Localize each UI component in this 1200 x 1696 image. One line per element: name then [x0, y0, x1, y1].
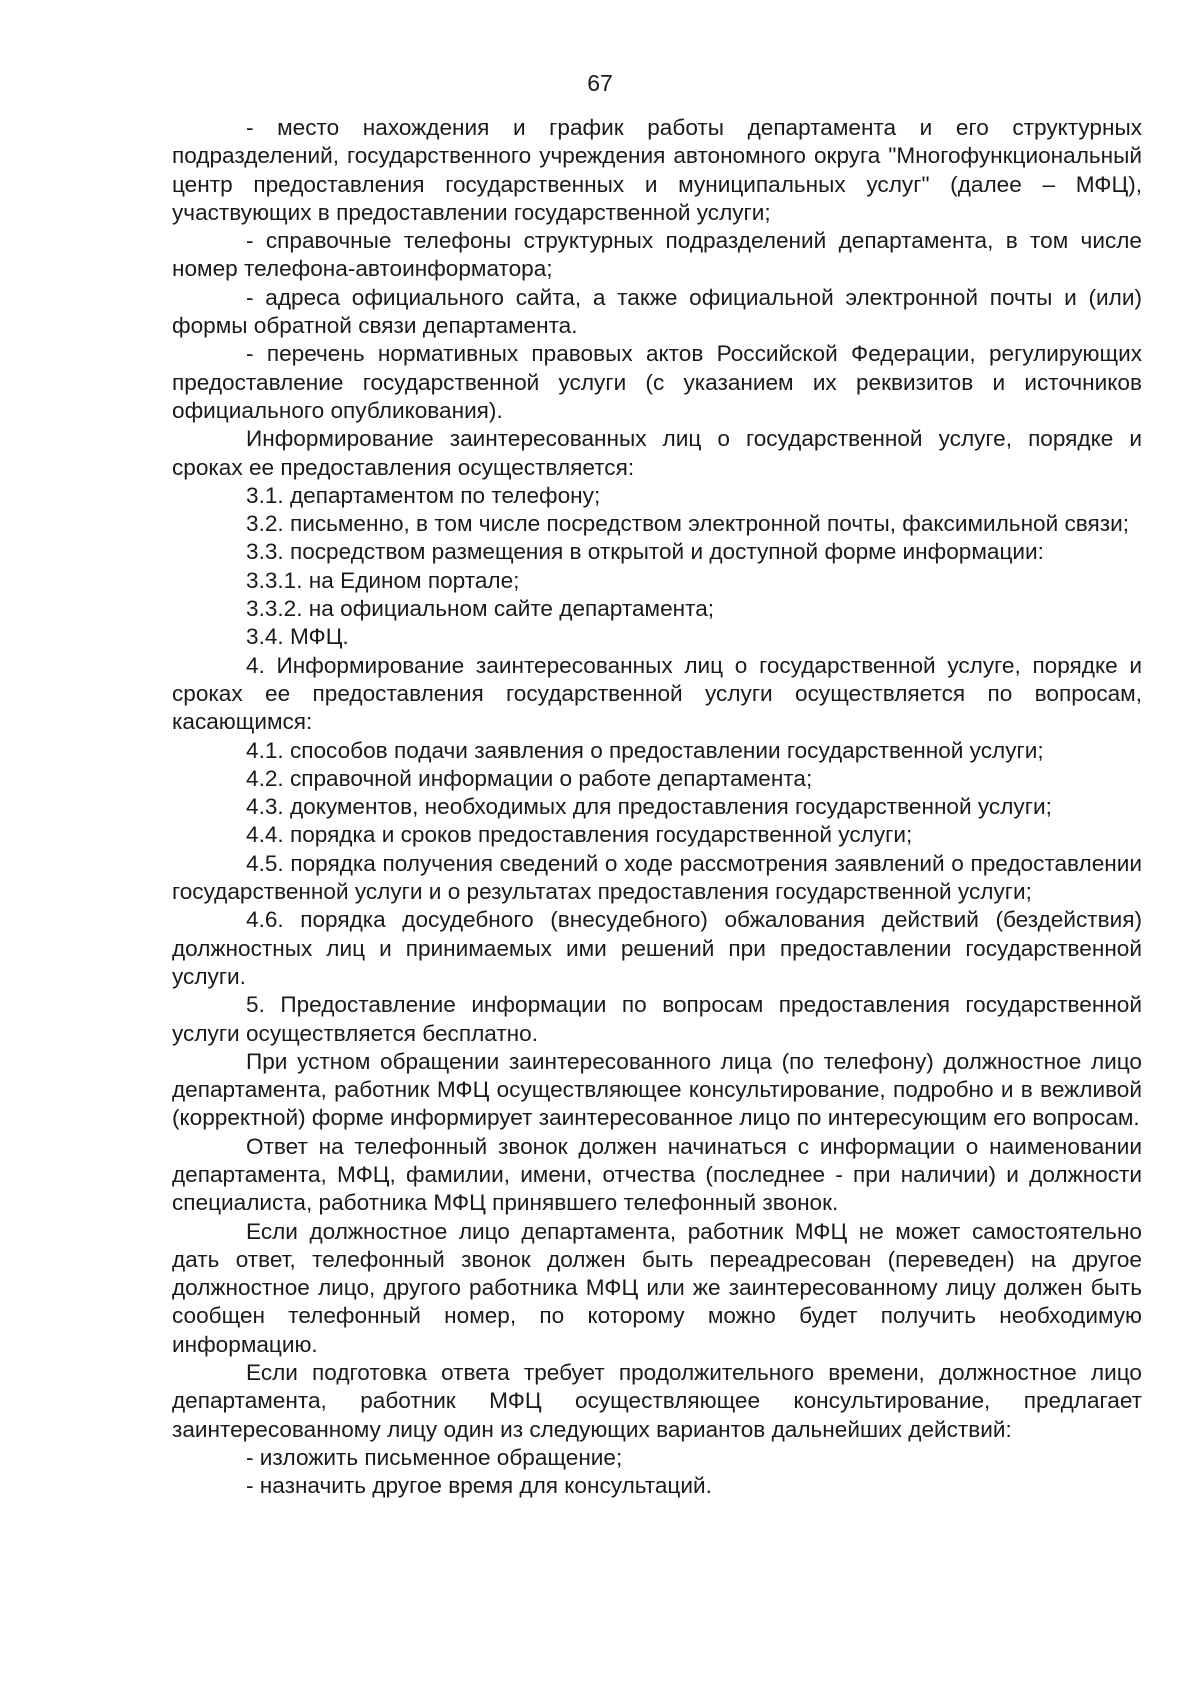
paragraph: Если подготовка ответа требует продолжительного времени, должностное лицо департамента, работник МФЦ осуществляющее консультирование, предлагает заинтересованному лицу один из следующих вариантов дальнейших действий: [172, 1360, 1142, 1442]
paragraph: При устном обращении заинтересованного лица (по телефону) должностное лицо департамента, работник МФЦ осуществляющее консультирование, подробно и в вежливой (корректной) форме информирует заинтересованное лицо по интересующим его вопросам. [172, 1048, 1142, 1131]
list-item: 3.4. МФЦ. [246, 624, 349, 650]
list-item: 4.1. способов подачи заявления о предоставлении государственной услуги; [246, 737, 1044, 763]
paragraph: - перечень нормативных правовых актов Российской Федерации, регулирующих предоставление государственной услуги (с указанием их реквизитов и источников официального опубликования). [172, 341, 1142, 423]
list-item: 4.2. справочной информации о работе департамента; [246, 765, 813, 791]
list-item: 3.3. посредством размещения в открытой и доступной форме информации: [246, 539, 1044, 565]
paragraph: 4. Информирование заинтересованных лиц о государственной услуге, порядке и сроках ее предоставления государственной услуги осуществляется по вопросам, касающимся: [172, 652, 1142, 735]
list-item: 3.3.2. на официальном сайте департамента; [246, 596, 715, 622]
paragraph: 5. Предоставление информации по вопросам предоставления государственной услуги осуществляется бесплатно. [172, 992, 1142, 1046]
list-item: 3.3.1. на Едином портале; [246, 567, 520, 593]
paragraph: - адреса официального сайта, а также официальной электронной почты и (или) формы обратной связи департамента. [172, 284, 1142, 339]
list-item: 3.1. департаментом по телефону; [246, 482, 601, 508]
paragraph: Информирование заинтересованных лиц о государственной услуге, порядке и сроках ее предоставления осуществляется: [172, 426, 1142, 480]
paragraph: Ответ на телефонный звонок должен начинаться с информации о наименовании департамента, МФЦ, фамилии, имени, отчества (последнее - при наличии) и должности специалиста, работника МФЦ принявшего телефонный звонок. [172, 1133, 1142, 1216]
list-item: 4.4. порядка и сроков предоставления государственной услуги; [246, 822, 913, 848]
page-number: 67 [587, 70, 613, 96]
document-body [172, 114, 1142, 1501]
list-item: 4.6. порядка досудебного (внесудебного) обжалования действий (бездействия) должностных лиц и принимаемых ими решений при предоставлении государственной услуги. [172, 907, 1142, 989]
list-item: - назначить другое время для консультаций. [246, 1473, 712, 1499]
paragraph: Если должностное лицо департамента, работник МФЦ не может самостоятельно дать ответ, телефонный звонок должен быть переадресован (переведен) на другое должностное лицо, другого работника МФЦ или же заинтересованному лицу должен быть сообщен телефонный номер, по которому можно будет получить необходимую информацию. [172, 1218, 1142, 1357]
paragraph: - справочные телефоны структурных подразделений департамента, в том числе номер телефона-автоинформатора; [172, 228, 1142, 282]
list-item: 4.3. документов, необходимых для предоставления государственной услуги; [246, 794, 1052, 820]
list-item: 4.5. порядка получения сведений о ходе рассмотрения заявлений о предоставлении государственной услуги и о результатах предоставления государственной услуги; [172, 850, 1142, 905]
paragraph: - место нахождения и график работы департамента и его структурных подразделений, государственного учреждения автономного округа "Многофункциональный центр предоставления государственных и муниципальных услуг" (далее – МФЦ), участвующих в предоставлении государственной услуги; [172, 115, 1142, 225]
list-item: 3.2. письменно, в том числе посредством электронной почты, факсимильной связи; [246, 511, 1130, 537]
list-item: - изложить письменное обращение; [246, 1444, 623, 1470]
